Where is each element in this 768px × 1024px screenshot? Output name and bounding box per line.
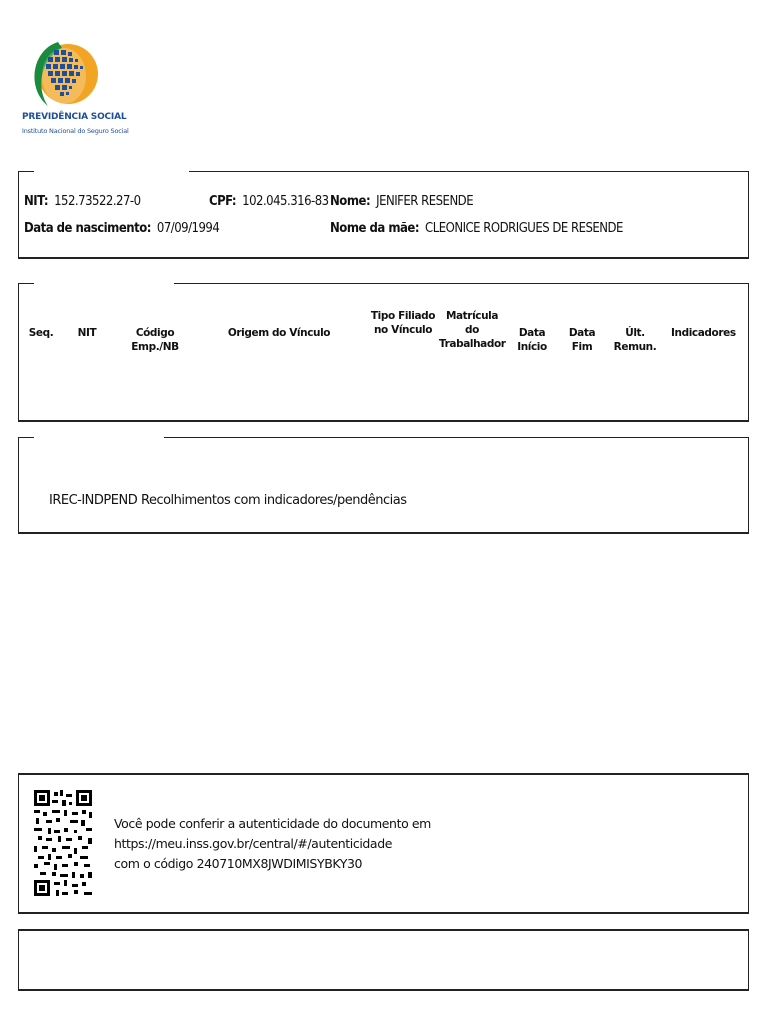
logo-subtitle: Instituto Nacional do Seguro Social bbox=[22, 127, 129, 135]
indicator-description: Recolhimentos com indicadores/pendências bbox=[141, 493, 407, 508]
col-seq: Seq. bbox=[28, 327, 54, 339]
mother-name-value: CLEONICE RODRIGUES DE RESENDE bbox=[425, 221, 623, 236]
nome-field: Nome: JENIFER RESENDE bbox=[330, 194, 474, 209]
verification-code: com o código 240710MX8JWDIMISYBKY30 bbox=[114, 856, 363, 871]
col-origem: Origem do Vínculo bbox=[227, 327, 331, 339]
indicators-box bbox=[18, 437, 749, 534]
nome-value: JENIFER RESENDE bbox=[376, 194, 474, 209]
person-info-box bbox=[18, 171, 749, 259]
employment-table-box bbox=[18, 283, 749, 422]
verification-url[interactable]: https://meu.inss.gov.br/central/#/autenticidade bbox=[114, 836, 393, 851]
cpf-value: 102.045.316-83 bbox=[242, 194, 329, 209]
col-tipo-filiado: Tipo Filiado no Vínculo bbox=[370, 310, 436, 336]
col-data-inicio: Data Início bbox=[517, 327, 547, 353]
nit-field: NIT: 152.73522.27-0 bbox=[24, 194, 141, 209]
previdencia-logo-icon bbox=[18, 36, 108, 140]
col-data-fim: Data Fim bbox=[568, 327, 596, 353]
col-nit: NIT bbox=[77, 327, 97, 339]
col-ult-remun: Últ. Remun. bbox=[613, 327, 657, 353]
qr-code-icon bbox=[34, 790, 94, 898]
verification-line-1: Você pode conferir a autenticidade do documento em bbox=[114, 816, 431, 831]
logo-title: PREVIDÊNCIA SOCIAL bbox=[22, 112, 127, 122]
col-codigo-emp: Código Emp./NB bbox=[131, 327, 179, 353]
birthdate-field: Data de nascimento: 07/09/1994 bbox=[24, 221, 220, 236]
footer-box bbox=[18, 929, 749, 991]
cpf-field: CPF: 102.045.316-83 bbox=[209, 194, 329, 209]
col-indicadores: Indicadores bbox=[671, 327, 736, 339]
birthdate-value: 07/09/1994 bbox=[156, 221, 220, 236]
col-matricula: Matrícula do Trabalhador bbox=[439, 310, 506, 350]
mother-name-field: Nome da mãe: CLEONICE RODRIGUES DE RESENDE bbox=[330, 221, 623, 236]
verification-text bbox=[114, 814, 431, 874]
nit-value: 152.73522.27-0 bbox=[54, 194, 141, 209]
indicator-code: IREC-INDPEND bbox=[49, 493, 138, 508]
